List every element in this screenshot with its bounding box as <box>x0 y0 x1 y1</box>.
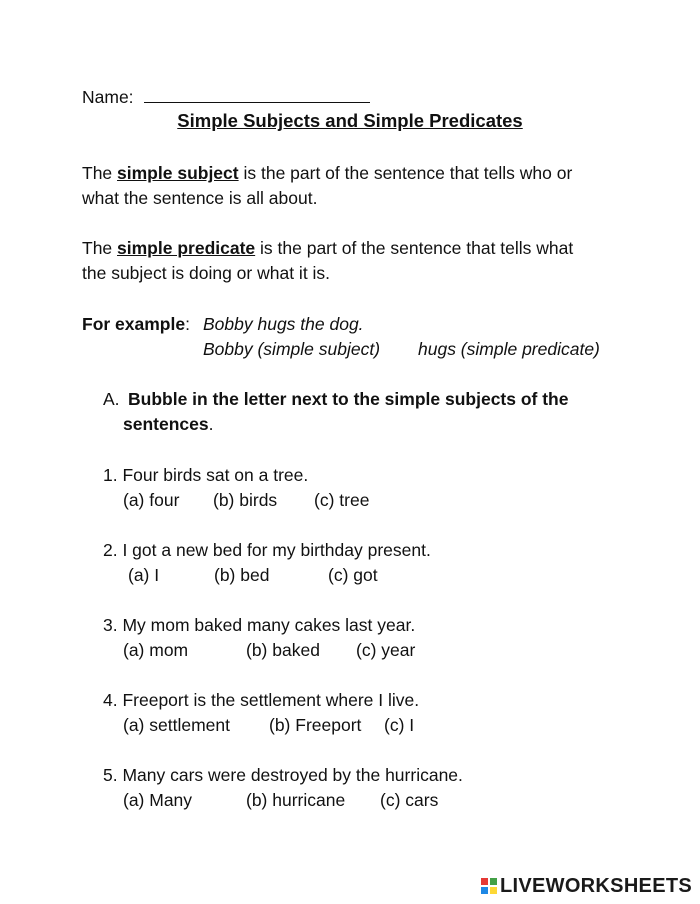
question-5-option-b[interactable]: (b) hurricane <box>246 790 346 810</box>
question-4-option-b[interactable]: (b) Freeport <box>269 715 362 735</box>
section-a-instruction-line1: Bubble in the letter next to the simple subjects of the <box>128 389 569 409</box>
question-5-text: 5. Many cars were destroyed by the hurricane. <box>103 765 463 785</box>
example-colon: : <box>185 314 190 334</box>
question-1-option-b[interactable]: (b) birds <box>213 490 278 510</box>
liveworksheets-logo <box>481 875 692 898</box>
liveworksheets-logo-icon <box>481 878 497 894</box>
subject-definition-line1 <box>82 161 572 185</box>
logo-text: LIVEWORKSHEETS <box>500 875 692 897</box>
question-1-text: 1. Four birds sat on a tree. <box>103 465 309 485</box>
question-2-option-c[interactable]: (c) got <box>328 565 378 585</box>
question-2-text: 2. I got a new bed for my birthday present. <box>103 540 431 560</box>
page-title: Simple Subjects and Simple Predicates <box>177 110 523 131</box>
predicate-rest: is the part of the sentence that tells what <box>255 238 574 258</box>
instruction-word: sentences <box>123 414 209 434</box>
subject-definition-line2: what the sentence is all about. <box>82 188 318 208</box>
instruction-period: . <box>208 414 214 434</box>
example-sentence: Bobby hugs the dog. <box>203 314 364 334</box>
example-predicate: hugs (simple predicate) <box>418 339 600 359</box>
name-label: Name: <box>82 87 134 107</box>
example-row <box>82 312 190 336</box>
question-4-text: 4. Freeport is the settlement where I live. <box>103 690 420 710</box>
question-4-option-a[interactable]: (a) settlement <box>123 715 230 735</box>
question-1-option-c[interactable]: (c) tree <box>314 490 370 510</box>
simple-predicate-term: simple predicate <box>117 238 256 258</box>
question-5-option-c[interactable]: (c) cars <box>380 790 439 810</box>
predicate-definition-line2: the subject is doing or what it is. <box>82 263 331 283</box>
example-subject: Bobby (simple subject) <box>203 339 381 359</box>
question-4-option-c[interactable]: (c) I <box>384 715 415 735</box>
question-3-option-a[interactable]: (a) mom <box>123 640 189 660</box>
name-row <box>82 84 370 109</box>
section-a-instruction-line2 <box>123 412 213 436</box>
example-label: For example <box>82 314 186 334</box>
simple-subject-term: simple subject <box>117 163 239 183</box>
question-5-option-a[interactable]: (a) Many <box>123 790 193 810</box>
question-2-option-a[interactable]: (a) I <box>128 565 160 585</box>
predicate-pre: The <box>82 238 118 258</box>
question-3-text: 3. My mom baked many cakes last year. <box>103 615 416 635</box>
section-a-letter: A. <box>103 389 120 409</box>
question-1-option-a[interactable]: (a) four <box>123 490 180 510</box>
subject-pre: The <box>82 163 118 183</box>
subject-rest: is the part of the sentence that tells who or <box>238 163 573 183</box>
name-blank-line[interactable] <box>144 84 370 103</box>
question-3-option-b[interactable]: (b) baked <box>246 640 320 660</box>
question-3-option-c[interactable]: (c) year <box>356 640 416 660</box>
question-2-option-b[interactable]: (b) bed <box>214 565 270 585</box>
predicate-definition-line1 <box>82 236 573 260</box>
